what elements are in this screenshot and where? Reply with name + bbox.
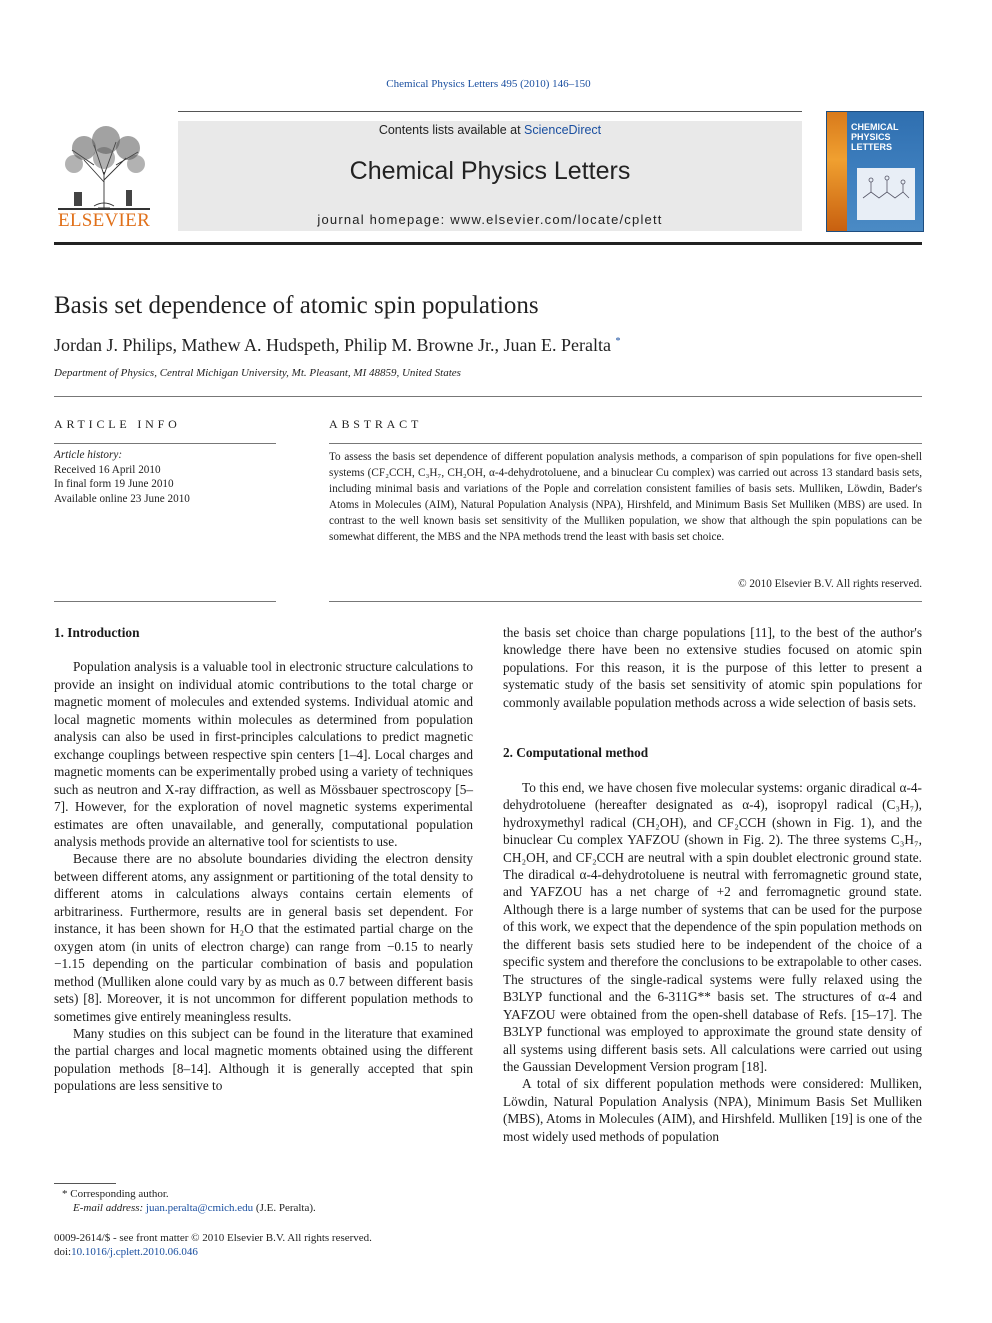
article-info-bottom-rule	[54, 601, 276, 602]
issn-line: 0009-2614/$ - see front matter © 2010 Elsevier B.V. All rights reserved.	[54, 1232, 372, 1244]
abstract-rule	[329, 443, 922, 444]
footnote	[54, 1187, 316, 1215]
intro-paragraph-3: Many studies on this subject can be found in the literature that examined the partial charges and local magnetic moments obtained using the different population methods [8–14]. Although it is generally accepted that spin populations are less sensitive to	[54, 1025, 473, 1094]
email-line	[54, 1201, 316, 1215]
contents-line	[178, 123, 802, 137]
masthead-rule	[54, 242, 922, 245]
history-received: Received 16 April 2010	[54, 463, 161, 476]
doi-link[interactable]: 10.1016/j.cplett.2010.06.046	[71, 1246, 198, 1258]
email-link[interactable]: juan.peralta@cmich.edu	[145, 1202, 254, 1214]
section-heading-introduction: 1. Introduction	[54, 625, 140, 640]
cover-title-line: PHYSICS	[851, 132, 891, 142]
article-info-heading: ARTICLE INFO	[54, 417, 181, 431]
elsevier-wordmark: ELSEVIER	[57, 210, 151, 231]
contents-prefix: Contents lists available at	[378, 123, 525, 137]
section-heading-computational-method: 2. Computational method	[503, 745, 649, 761]
affiliation: Department of Physics, Central Michigan University, Mt. Pleasant, MI 48859, United States	[54, 367, 461, 379]
history-online: Available online 23 June 2010	[54, 492, 190, 505]
title-rule	[54, 396, 922, 397]
body-column-left	[54, 624, 473, 1095]
cover-title	[851, 122, 899, 152]
intro-paragraph-1: Population analysis is a valuable tool in electronic structure calculations to provide an insight on individual atomic contributions to the total charge or magnetic moment of molecules and extended systems. Individual atomic and local magnetic moments within molecules as determined from population analysis can also be used in first-principles calculations to predict magnetic exchange couplings between respective spin centers [1–4]. Local charges and magnetic moments can be experimentally probed using a variety of techniques such as neutron and X-ray diffraction, as well as Mössbauer spectroscopy [5–7]. However, for the exploration of novel magnetic systems experimental estimates are often unavailable, and generally, computational population analysis methods provide an alternative tool for scientists to use.	[54, 659, 473, 849]
article-title: Basis set dependence of atomic spin populations	[54, 292, 539, 319]
cover-molecule-icon	[857, 168, 915, 220]
cover-stripe	[827, 112, 847, 231]
cover-title-line: LETTERS	[851, 142, 893, 152]
body-column-right	[503, 624, 922, 1145]
abstract-text: To assess the basis set dependence of different population analysis methods, a comparison of spin populations for five open-shell systems (CF₂CCH, C₃H₇, CH₂OH, α-4-dehydrotoluene, and a binuclear Cu complex) was carried out across 13 standard basis sets, including minimal basis and variations of the Pople and correlation consistent families of basis sets. Mulliken, Löwdin, Bader's Atoms in Molecules (AIM), Natural Population Analysis (NPA), Hirshfeld, and Minimum Basis Set Mulliken (MBS) are used. In contrast to the well known basis set sensitivity of the Mulliken population, we show that although the spin populations can be somewhat different, the MBS and the NPA methods trend the least with basis set choice.	[329, 451, 922, 543]
history-final-form: In final form 19 June 2010	[54, 478, 174, 490]
author-names: Jordan J. Philips, Mathew A. Hudspeth, Philip M. Browne Jr., Juan E. Peralta	[54, 335, 611, 355]
corresponding-author-note: * Corresponding author.	[62, 1188, 169, 1200]
footnote-rule	[54, 1183, 116, 1184]
journal-cover[interactable]	[826, 111, 924, 232]
article-history-label: Article history:	[54, 449, 123, 461]
email-label: E-mail address:	[73, 1202, 146, 1214]
author-list	[54, 335, 620, 356]
abstract-heading: ABSTRACT	[329, 417, 423, 431]
intro-paragraph-3-continued: the basis set choice than charge populations [11], to the best of the author's knowledge there have been no extensive studies focused on atomic spin populations. For this reason, it is the purpose of this letter to present a systematic study of the basis set sensitivity of atomic spin populations for commonly available population methods across a wide selection of basis sets.	[503, 625, 922, 710]
article-info-rule	[54, 443, 276, 444]
doi-line	[54, 1245, 372, 1259]
issn-block	[54, 1231, 372, 1259]
sciencedirect-link[interactable]: ScienceDirect	[524, 123, 602, 137]
cover-title-line: CHEMICAL	[851, 122, 899, 132]
article-history	[54, 448, 284, 506]
journal-citation[interactable]: Chemical Physics Letters 495 (2010) 146–150	[386, 78, 591, 90]
corresponding-author-mark[interactable]: *	[615, 336, 621, 347]
cover-figure	[857, 168, 915, 220]
abstract-copyright: © 2010 Elsevier B.V. All rights reserved.	[738, 578, 922, 590]
header-rule	[178, 111, 802, 112]
journal-homepage[interactable]: journal homepage: www.elsevier.com/locate/cplett	[317, 212, 663, 227]
intro-paragraph-2: Because there are no absolute boundaries dividing the electron density between different atoms, any assignment or partitioning of the total density to different atoms in calculations always contains certain elements of arbitrariness. Furthermore, results are in general basis set dependent. For instance, it has been shown for H₂O that the estimated partial charge on the oxygen atom (in units of electron charge) can range from −0.15 to nearly −1.15 depending on the particular combination of basis and population method (Mulliken alone could vary by as much as 0.7 between different basis sets) [8]. Moreover, it is not uncommon for different population methods to sometimes give entirely meaningless results.	[54, 851, 473, 1024]
method-paragraph-2: A total of six different population methods were considered: Mulliken, Löwdin, Natural Population Analysis (NPA), Minimum Basis Set Mulliken (MBS), Atoms in Molecules (AIM), and Hirshfeld. Mulliken [19] is one of the most widely used methods of population	[503, 1076, 922, 1144]
elsevier-logo[interactable]	[54, 120, 154, 233]
abstract-bottom-rule	[329, 601, 922, 602]
journal-title[interactable]: Chemical Physics Letters	[349, 157, 631, 185]
journal-banner	[178, 121, 802, 231]
doi-prefix: doi:	[54, 1246, 72, 1258]
method-paragraph-1: To this end, we have chosen five molecular systems: organic diradical α-4-dehydrotoluene (hereafter designated as α-4), isopropyl radical (C₃H₇), hydroxymethyl radical (CH₂OH), and CF₂CCH (shown in Fig. 1), and the binuclear Cu complex YAFZOU (shown in Fig. 2). The three systems C₃H₇, CH₂OH, and CF₂CCH are neutral with a spin doublet electronic ground state. The diradical α-4-dehydrotoluene is neutral with ferromagnetic ground state, and YAFZOU has a net charge of +2 and ferromagnetic ground state. Although there is a large number of systems that can be used for the purpose of this work, we expect that the dependence of the spin population methods on the different basis sets studied here to be independent of the choice of a specific system and therefore the conclusions to be extrapolable to other cases. The structures of the single-radical systems were fully relaxed using the B3LYP functional and the 6-311G** basis set. The structures of α-4 and YAFZOU were obtained from the open-shell database of Refs. [15–17]. The B3LYP functional was employed to approximate the ground state density of all systems using different basis sets. All calculations were carried out using the Gaussian Development Version program [18].	[503, 779, 922, 1074]
email-name: (J.E. Peralta).	[253, 1202, 316, 1214]
